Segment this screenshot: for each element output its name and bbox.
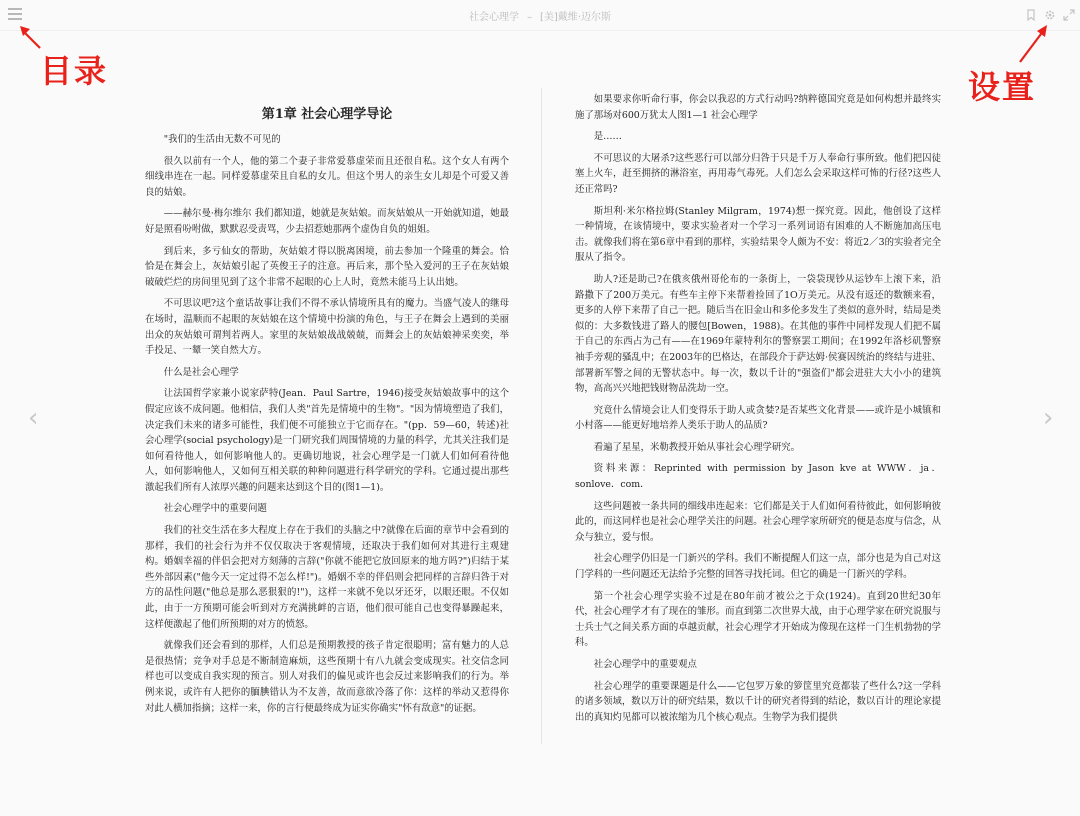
right-page — [575, 92, 941, 731]
top-bar — [0, 0, 1080, 31]
paragraph: 社会心理学仍旧是一门新兴的学科。我们不断提醒人们这一点，部分也是为自己对这门学科的一些问题还无法给予完整的回答寻找托词。但它的确是一门新兴的学科。 — [575, 553, 941, 581]
paragraph: 这些问题被一条共同的细线串连起来：它们都是关于人们如何看待彼此，如何影响彼此的，而这同样也是社会心理学关注的问题。社会心理学家所研究的便是态度与信念，从众与独立，爱与恨。 — [575, 500, 941, 543]
book-title: 社会心理学 — [469, 12, 519, 23]
title-separator: – — [527, 12, 532, 23]
book-title-bar — [0, 8, 1080, 23]
fullscreen-icon[interactable] — [1063, 9, 1075, 21]
paragraph: 看遍了星星，米勒教授开始从事社会心理学研究。 — [593, 441, 801, 453]
paragraph: ——赫尔曼·梅尔维尔 我们都知道，她就是灰姑娘。而灰姑娘从一开始就知道，她最好是照看吩咐做，默默忍受责骂，少去招惹她那两个虚伪自负的姐姐。 — [145, 208, 509, 235]
paragraph: 不可思议的大屠杀?这些恶行可以部分归咎于只是千万人奉命行事所致。他们把囚徒塞上火车，赶至拥挤的淋浴室，再用毒气毒死。人们怎么会采取这样可怖的行径?这些人还正常吗? — [575, 152, 941, 195]
paragraph: 资料来源：Reprinted with permission by Jason kve at WWW．ja．sonlove．com． — [575, 463, 941, 491]
section-heading: 社会心理学中的重要问题 — [163, 503, 267, 515]
paragraph: 我们的社交生活在多大程度上存在于我们的头脑之中?就像在后面的章节中会看到的那样，我们的社会行为并不仅仅取决于客观情境，还取决于我们如何对其进行主观建构。婚姻幸福的伴侣会把对方刻薄的言辞("你就不能把它放回原来的地方吗?")归结于某些外部因素("他今天一定过得不怎么样!")。婚姻不幸的伴侣则会把同样的言辞归咎于对方的品性问题("他总是那么恶狠狠的!")，这样一来就不免以牙还牙，以眼还眼。不仅如此，由于一方预期可能会听到对方充满挑衅的言语，他们很可能自己也变得暴躁起来，这样便激起了他们所预期的对方的愤怒。 — [145, 525, 509, 630]
bookmark-icon[interactable] — [1025, 9, 1037, 21]
paragraph: 如果要求你听命行事，你会以我忍的方式行动吗?纳粹德国究竟是如何构想并最终实施了那场对600万犹太人图1—1 社会心理学 — [575, 94, 941, 121]
gear-icon[interactable] — [1044, 9, 1056, 21]
prev-page-button[interactable]: ‹ — [28, 403, 39, 433]
page-spine — [541, 88, 542, 744]
paragraph: 到后来，多亏仙女的帮助，灰姑娘才得以脱离困境，前去参加一个隆重的舞会。恰恰是在舞会上，灰姑娘引起了英俊王子的注意。再后来，那个坠入爱河的王子在灰姑娘破破烂烂的房间里见到了这个非常不起眼的心上人时，竟然未能马上认出她。 — [145, 245, 509, 288]
paragraph: 斯坦利·米尔格拉姆(Stanley Milgram，1974)想一探究竟。因此，他创设了这样一种情境，在该情境中，要求实验者对一个学习一系列词语有困难的人不断施加高压电击。就像我们将在第6章中看到的那样，实验结果令人颇为不安：将近2／3的实验者完全服从了指令。 — [575, 205, 941, 264]
paragraph: 第一个社会心理学实验不过是在80年前才被公之于众(1924)。直到20世纪30年代，社会心理学才有了现在的雏形。而直到第二次世界大战，由于心理学家在研究说服与士兵士气之间关系方面的卓越贡献，社会心理学才开始成为像现在这样一门生机勃勃的学科。 — [575, 590, 941, 649]
paragraph: 不可思议吧?这个童话故事让我们不得不承认情境所具有的魔力。当盛气凌人的继母在场时，温顺而不起眼的灰姑娘在这个情境中扮演的角色，与王子在舞会上遇到的美丽出众的灰姑娘可谓判若两人。家里的灰姑娘战战兢兢，而舞会上的灰姑娘神采奕奕，举手投足、一颦一笑自然大方。 — [145, 298, 509, 357]
left-page — [145, 92, 509, 722]
annotation-arrow-toc — [18, 24, 42, 50]
paragraph: 是…… — [593, 131, 622, 143]
epigraph: "我们的生活由无数不可见的 — [163, 134, 281, 145]
paragraph: 很久以前有一个人，他的第二个妻子非常爱慕虚荣而且还很自私。这个女人有两个细线串连在一起。同样爱慕虚荣且自私的女儿。但这个男人的亲生女儿却是个可爱又善良的姑娘。 — [145, 155, 509, 198]
annotation-arrow-settings — [1012, 22, 1050, 66]
paragraph: 社会心理学的重要课题是什么——它包罗万象的箩筐里究竟都装了些什么?这一学科的诸多领域，数以万计的研究结果，数以千计的研究者得到的结论，数以百计的理论家提出的真知灼见都可以被浓缩为几个核心观点。生物学为我们提供 — [575, 680, 941, 723]
annotation-toc-label: 目录 — [40, 52, 109, 90]
paragraph: 就像我们还会看到的那样，人们总是预期教授的孩子肯定很聪明；富有魅力的人总是很热情；竞争对手总是不断制造麻烦，这些预期十有八九就会变成现实。社交信念同样也可以变成自我实现的预言。别人对我们的偏见或许也会反过来影响我们的行为。举例来说，或许有人把你的腼腆错认为不友善，故而意欲冷落了你：这样的举动又惹得你对此人横加指摘；这样一来，你的言行便最终成为证实你确实"怀有敌意"的证据。 — [145, 640, 509, 714]
next-page-button[interactable]: › — [1043, 403, 1054, 433]
annotation-settings-label: 设置 — [968, 68, 1037, 106]
chapter-title: 第1章 社会心理学导论 — [261, 107, 393, 122]
paragraph: 助人?还是助己?在俄亥俄州哥伦布的一条街上，一袋袋现钞从运钞车上滚下来，沿路撒下了200万美元。有些车主停下来帮着捡回了1O万美元。从没有返还的数额来看，更多的人停下来帮了自己一把。随后当在旧金山和多伦多发生了类似的意外时，结局是类似的：大多数钱进了路人的腰包[Bowen，1988)。在其他的事件中同样发现人们把不属于自己的东西占为己有——在1969年蒙特利尔的警察罢工期间；在1992年洛杉矶警察袖手旁观的骚乱中；在2003年的巴格达，在部段介于萨达姆·侯赛因统治的终结与进驻、部署新军警之间的无警状态中。每一次，数以千计的"强盗们"都会进驻大大小小的建筑物，高高兴兴地把钱财物品洗劫一空。 — [575, 273, 941, 395]
paragraph: 让法国哲学家兼小说家萨特(Jean．Paul Sartre，1946)接受灰姑娘故事中的这个假定应该不成问题。他相信，我们人类"首先是情境中的生物"。"因为情境塑造了我们，决定我们未来的诸多可能性，我们便不可能独立于它而存在。"(pp．59—60，转述)社会心理学(social psychology)是一门研究我们周围情境的力量的科学，尤其关注我们是如何看待他人，如何影响他人的。更确切地说，社会心理学是一门就人们如何看待他人，如何影响他人，又如何互相关联的种种问题进行科学研究的学科。它通过提出那些激起我们所有人浓厚兴趣的问题来达到这个目的(图1—1)。 — [145, 388, 509, 493]
section-heading: 什么是社会心理学 — [163, 366, 239, 378]
book-author: [美]戴维·迈尔斯 — [540, 12, 611, 23]
section-heading: 社会心理学中的重要观点 — [593, 659, 697, 670]
paragraph: 究竟什么情境会让人们变得乐于助人或贪婪?是否某些文化背景——或许是小城镇和小村落——能更好地培养人类乐于助人的品质? — [575, 404, 941, 432]
